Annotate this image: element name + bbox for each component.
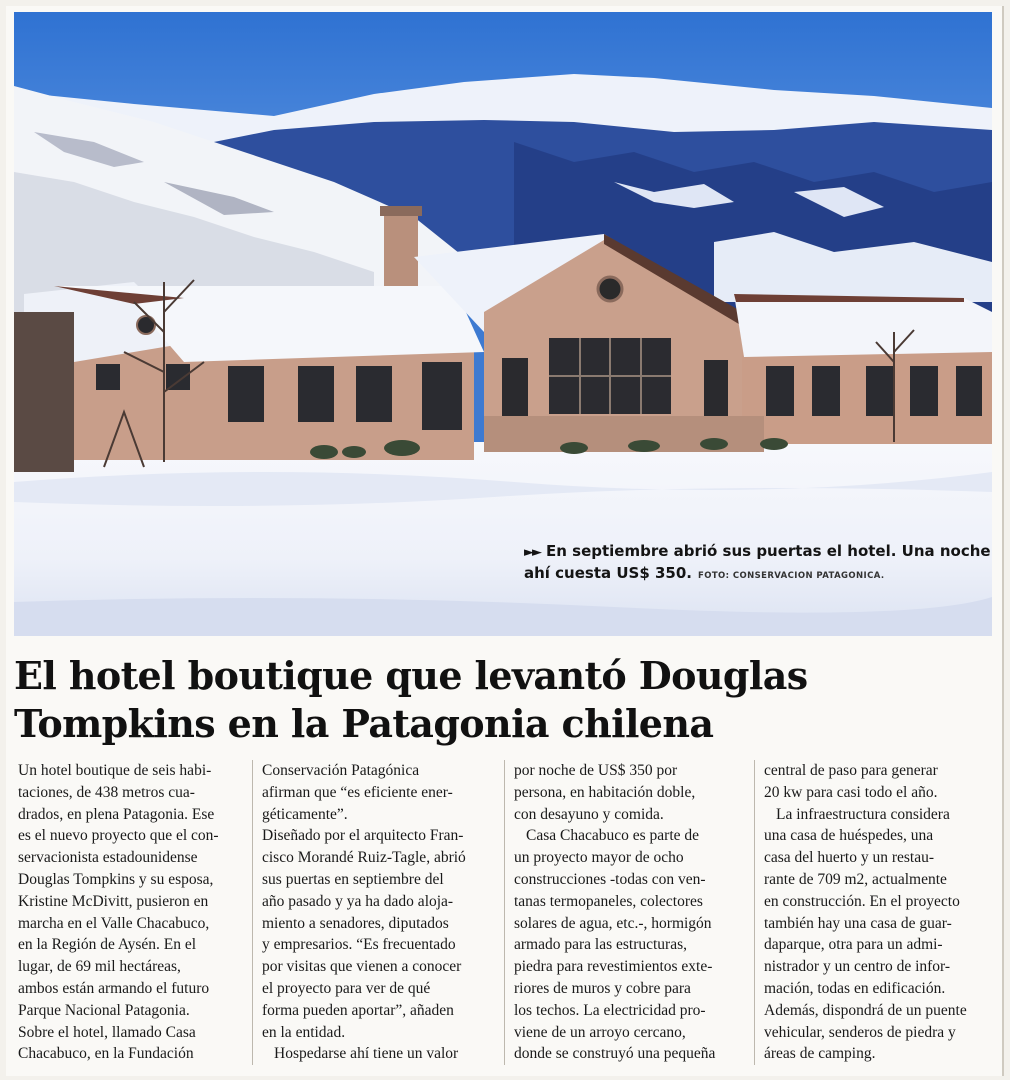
body-line: central de paso para generar	[764, 762, 938, 779]
body-line: persona, en habitación doble,	[514, 783, 696, 801]
article-column-1	[18, 760, 248, 1065]
body-line: Parque Nacional Patagonia.	[18, 1001, 190, 1019]
body-line: cisco Morandé Ruiz-Tagle, abrió	[262, 849, 466, 867]
body-line: los techos. La electricidad pro-	[514, 1001, 706, 1019]
body-line: forma pueden aportar”, añaden	[262, 1001, 454, 1019]
body-line: una casa de huéspedes, una	[764, 827, 934, 845]
body-line: riores de muros y cobre para	[514, 979, 691, 997]
body-line: rante de 709 m2, actualmente	[764, 870, 947, 888]
body-line: Douglas Tompkins y su esposa,	[18, 870, 214, 888]
caption-text: En septiembre abrió sus puertas el hotel. Una noche ahí cuesta US$ 350.	[524, 542, 991, 582]
body-line: drados, en plena Patagonia. Ese	[18, 805, 215, 823]
body-line: construcciones -todas con ven-	[514, 870, 706, 888]
body-line: Kristine McDivitt, pusieron en	[18, 892, 209, 910]
article-column-2	[262, 760, 492, 1065]
photo-caption	[524, 541, 994, 587]
body-line: Un hotel boutique de seis habi-	[18, 762, 212, 779]
body-line: en construcción. En el proyecto	[764, 892, 960, 910]
body-line: servacionista estadounidense	[18, 849, 198, 867]
headline-line-1: El hotel boutique que levantó Douglas	[14, 653, 808, 698]
column-divider	[252, 760, 253, 1065]
body-line: nistrador y un centro de infor-	[764, 958, 951, 976]
body-line: piedra para revestimientos exte-	[514, 958, 713, 976]
headline-line-2: Tompkins en la Patagonia chilena	[14, 701, 714, 746]
body-line: donde se construyó una pequeña	[514, 1045, 716, 1063]
body-line: 20 kw para casi todo el año.	[764, 783, 938, 801]
body-line: daparque, otra para un admi-	[764, 936, 943, 954]
body-line: solares de agua, etc.-, hormigón	[514, 914, 712, 932]
body-line: viene de un arroyo cercano,	[514, 1023, 686, 1041]
body-line: taciones, de 438 metros cua-	[18, 783, 195, 801]
body-line: áreas de camping.	[764, 1045, 876, 1063]
body-line: en la entidad.	[262, 1023, 346, 1041]
body-line: Hospedarse ahí tiene un valor	[274, 1045, 459, 1063]
body-line: Además, dispondrá de un puente	[764, 1001, 967, 1019]
body-line: en la Región de Aysén. En el	[18, 936, 197, 954]
article-headline	[14, 652, 994, 748]
caption-arrows-icon: ►►	[524, 545, 540, 560]
body-line: Chacabuco, en la Fundación	[18, 1045, 194, 1063]
body-line: año pasado y ya ha dado aloja-	[262, 892, 454, 910]
body-line: por visitas que vienen a conocer	[262, 958, 462, 976]
body-line: por noche de US$ 350 por	[514, 762, 678, 779]
body-line: con desayuno y comida.	[514, 805, 664, 823]
body-line: también hay una casa de guar-	[764, 914, 952, 932]
body-line: el proyecto para ver de qué	[262, 979, 431, 997]
body-line: y empresarios. “Es frecuentado	[262, 936, 456, 954]
photo-credit: FOTO: CONSERVACION PATAGONICA.	[698, 571, 885, 581]
body-line: un proyecto mayor de ocho	[514, 849, 684, 867]
body-line: géticamente”.	[262, 805, 348, 823]
body-line: es el nuevo proyecto que el con-	[18, 827, 219, 845]
column-divider	[504, 760, 505, 1065]
article-column-4	[764, 760, 994, 1065]
body-line: ambos están armando el futuro	[18, 979, 210, 997]
body-line: casa del huerto y un restau-	[764, 849, 935, 867]
body-line: mación, todas en edificación.	[764, 979, 946, 997]
article-column-3	[514, 760, 744, 1065]
body-line: sus puertas en septiembre del	[262, 870, 444, 888]
column-divider	[754, 760, 755, 1065]
body-line: vehicular, senderos de piedra y	[764, 1023, 956, 1041]
body-line: Conservación Patagónica	[262, 762, 420, 779]
body-line: marcha en el Valle Chacabuco,	[18, 914, 210, 932]
body-line: Casa Chacabuco es parte de	[526, 827, 700, 845]
body-line: La infraestructura considera	[776, 805, 950, 823]
body-line: Sobre el hotel, llamado Casa	[18, 1023, 196, 1041]
body-line: afirman que “es eficiente ener-	[262, 783, 453, 801]
body-line: Diseñado por el arquitecto Fran-	[262, 827, 464, 845]
body-line: lugar, de 69 mil hectáreas,	[18, 958, 181, 976]
body-line: miento a senadores, diputados	[262, 914, 449, 932]
body-line: tanas termopaneles, colectores	[514, 892, 703, 910]
body-line: armado para las estructuras,	[514, 936, 688, 954]
